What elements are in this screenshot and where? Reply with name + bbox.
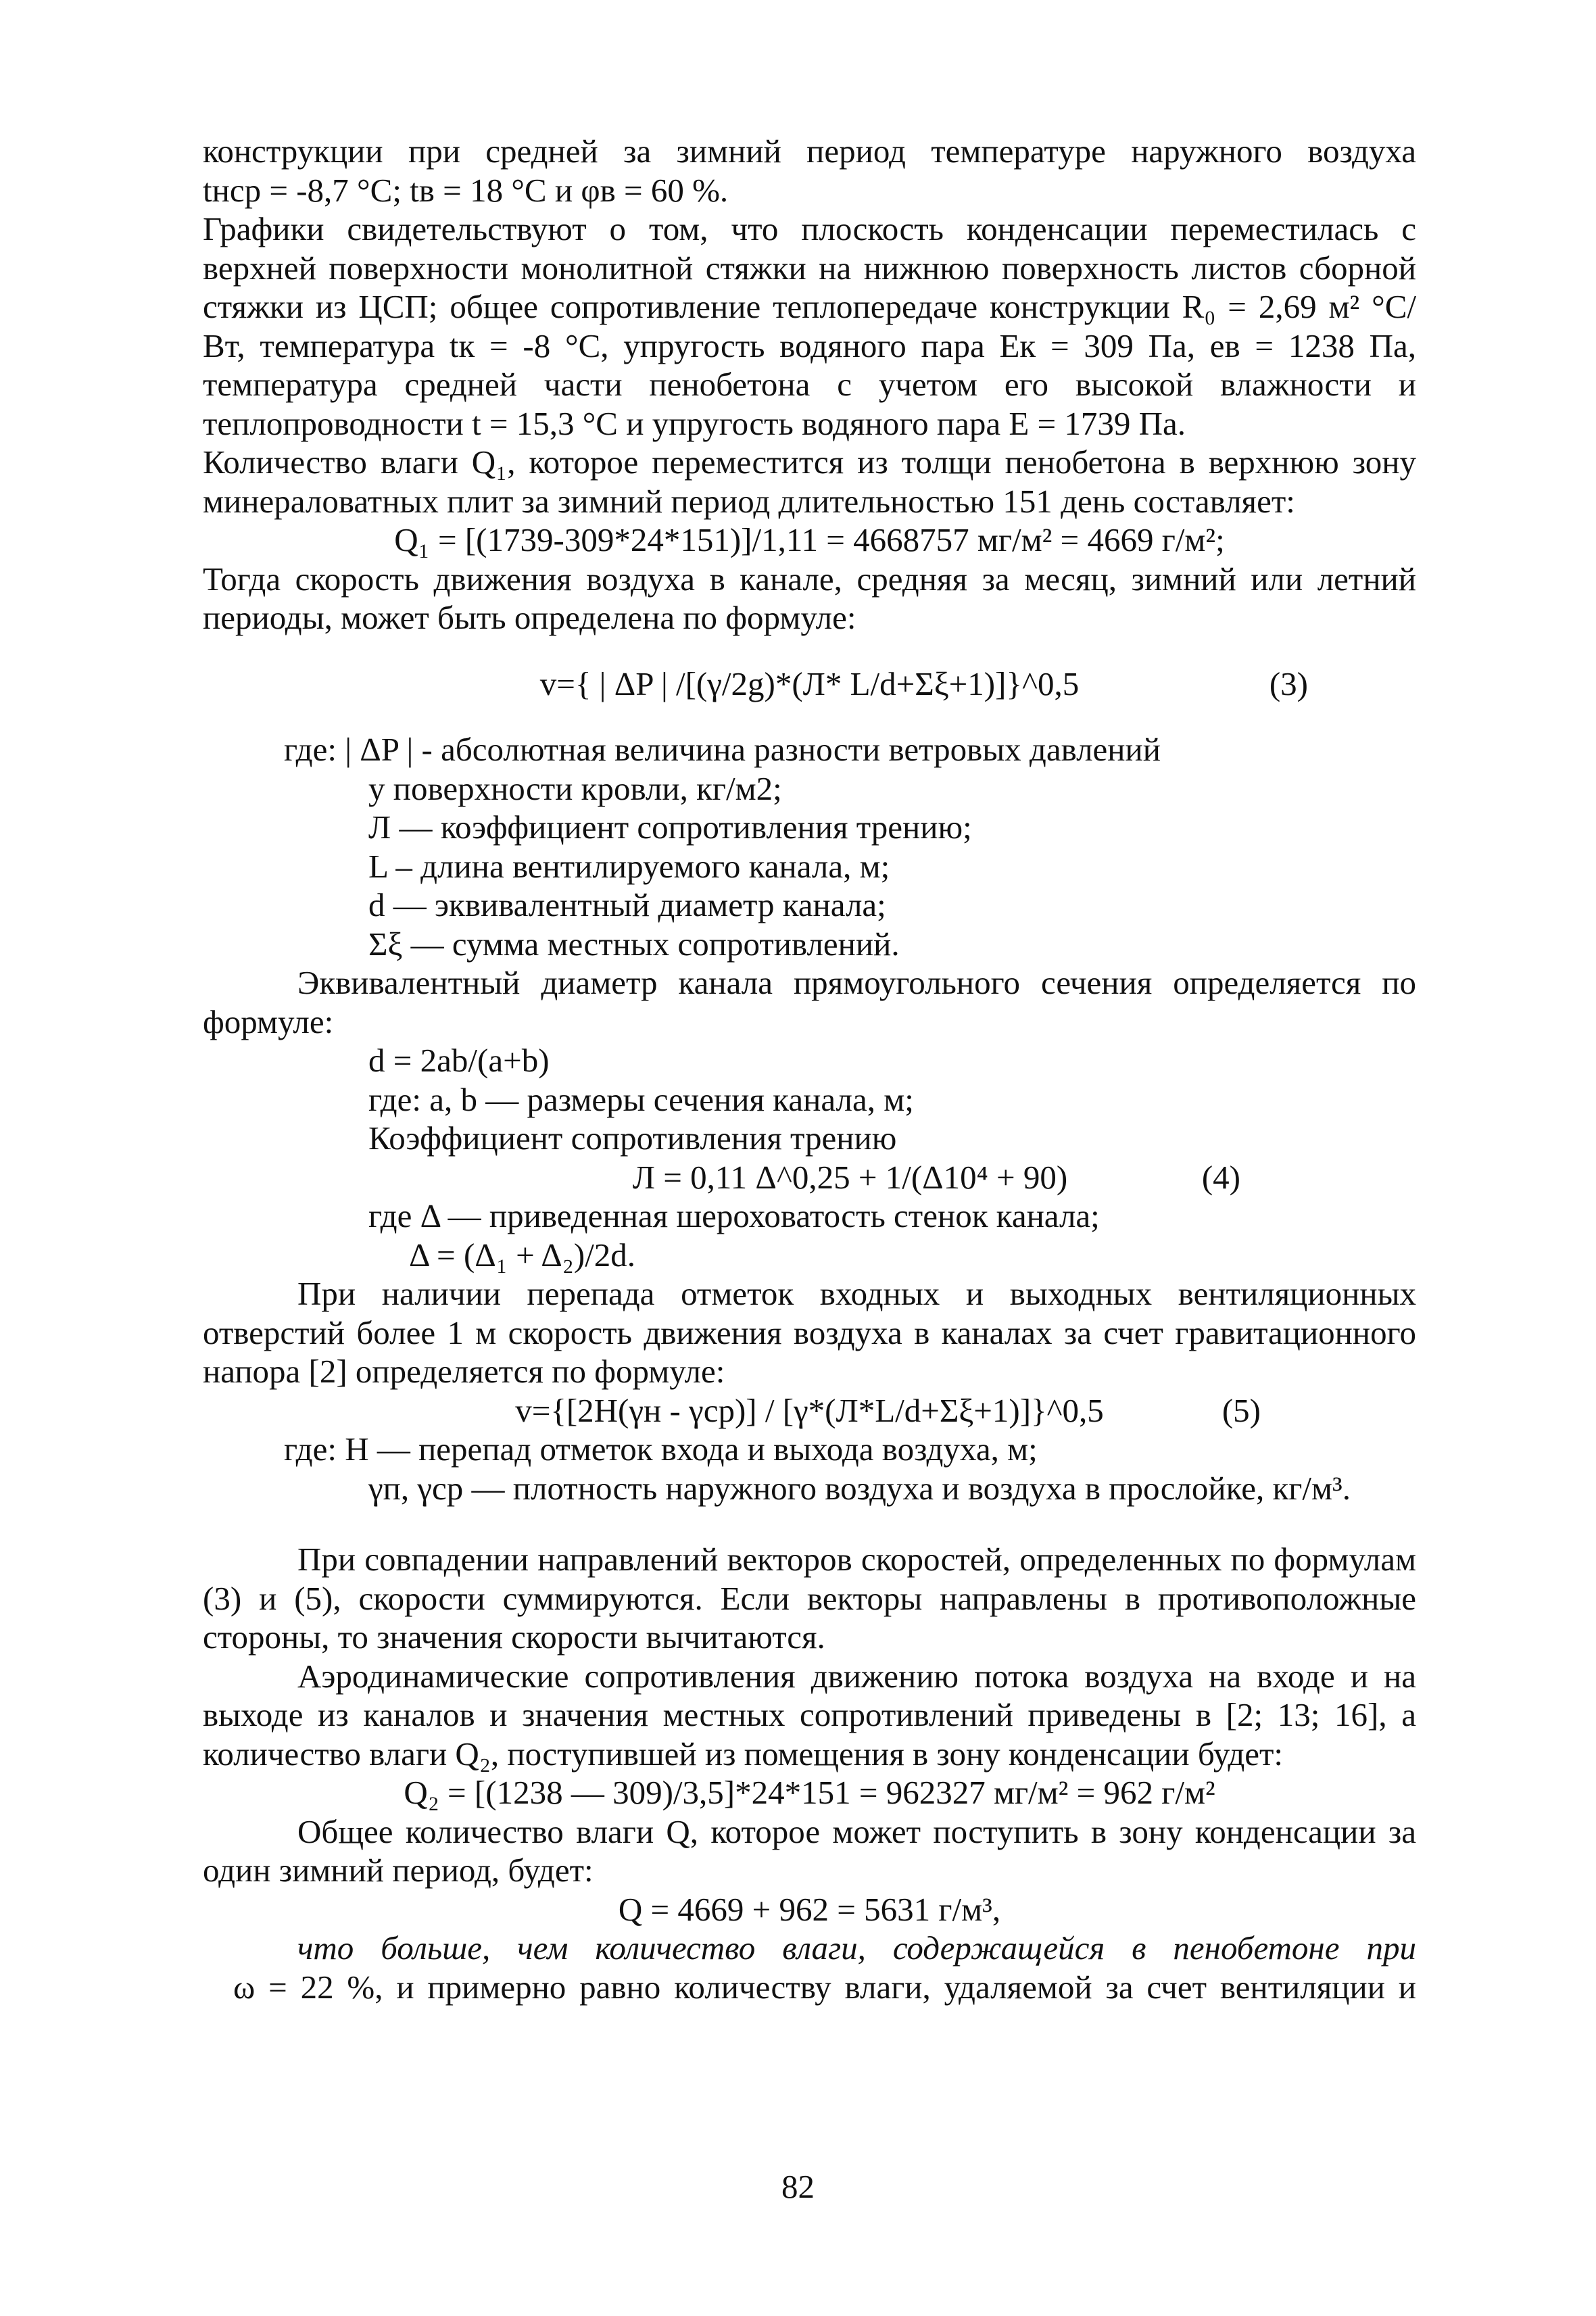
formula-diameter: d = 2ab/(a+b) xyxy=(368,1042,550,1079)
definition-diameter: d — эквивалентный диаметр канала; xyxy=(368,886,886,923)
document-body xyxy=(203,132,1416,2006)
paragraph-moisture-q1: Количество влаги Q₁, которое переместится из толщи пенобетона в верхнюю зону минераловатных плит за зимний период длительностью 151 день составляет: xyxy=(203,443,1416,520)
definition-ab: где: a, b — размеры сечения канала, м; xyxy=(368,1080,914,1118)
equivalent-diameter-block xyxy=(203,1041,1416,1158)
paragraph-equivalent-diameter: Эквивалентный диаметр канала прямоугольного сечения определяется по формуле: xyxy=(203,964,1416,1040)
paragraph-conclusion-italic: что больше, чем количество влаги, содержащейся в пенобетоне при xyxy=(297,1929,1416,1967)
definition-friction: Л — коэффициент сопротивления трению; xyxy=(368,809,972,846)
formula-5-number: (5) xyxy=(1222,1391,1261,1429)
formula-q1: Q₁ = [(1739-309*24*151)]/1,11 = 4668757 мг/м² = 4669 г/м²; xyxy=(394,521,1225,558)
paragraph-graphs: Графики свидетельствуют о том, что плоскость конденсации переместилась с верхней поверхности монолитной стяжки на нижнюю поверхность листов сборной стяжки из ЦСП; общее сопротивление теплопередаче конструкции R₀ = 2,69 м² °С/Вт, температура tк = -8 °С, упругость водяного пара Eк = 309 Па, eв = 1238 Па, температура средней части пенобетона с учетом его высокой влажности и теплопроводности t = 15,3 °С и упругость водяного пара E = 1739 Па. xyxy=(203,210,1416,442)
definition-roughness: где Δ — приведенная шероховатость стенок канала; xyxy=(368,1197,1100,1234)
text-line-2: tнср = -8,7 °С; tв = 18 °С и φв = 60 %. xyxy=(203,171,729,209)
definition-local-resistance: Σξ — сумма местных сопротивлений. xyxy=(368,925,900,963)
friction-coefficient-label: Коэффициент сопротивления трению xyxy=(368,1119,897,1157)
paragraph-air-speed: Тогда скорость движения воздуха в канале, средняя за месяц, зимний или летний периоды, может быть определена по формуле: xyxy=(203,560,1416,636)
definition-height: где: H — перепад отметок входа и выхода воздуха, м; xyxy=(284,1430,1038,1468)
definition-delta-p: где: | ΔP | - абсолютная величина разности ветровых давлений xyxy=(284,731,1161,768)
formula-roughness: Δ = (Δ₁ + Δ₂)/2d. xyxy=(409,1236,636,1274)
formula-4 xyxy=(203,1158,1416,1197)
paragraph-vectors: При совпадении направлений векторов скоростей, определенных по формулам (3) и (5), скорости суммируются. Если векторы направлены в противоположные стороны, то значения скорости вычитаются. xyxy=(203,1541,1416,1656)
formula-q2: Q₂ = [(1238 — 309)/3,5]*24*151 = 962327 мг/м² = 962 г/м² xyxy=(404,1774,1215,1811)
roughness-block xyxy=(203,1197,1416,1274)
definition-density: γп, γср — плотность наружного воздуха и воздуха в прослойке, кг/м³. xyxy=(368,1469,1351,1507)
formula-3 xyxy=(203,665,1416,704)
formula-5 xyxy=(203,1391,1416,1430)
paragraph-conclusion-rest: ω = 22 %, и примерно равно количеству влаги, удаляемой за счет вентиляции и xyxy=(233,1968,1416,2006)
formula-3-expression: v={ | ΔP | /[(γ/2g)*(Л* L/d+Σξ+1)]}^0,5 xyxy=(539,665,1080,702)
page-number: 82 xyxy=(781,2168,815,2205)
formula-4-expression: Л = 0,11 Δ^0,25 + 1/(Δ10⁴ + 90) xyxy=(632,1158,1068,1196)
definition-length: L – длина вентилируемого канала, м; xyxy=(368,847,890,885)
formula-5-definitions xyxy=(203,1430,1416,1507)
formula-4-number: (4) xyxy=(1201,1158,1240,1196)
definition-delta-p-cont: у поверхности кровли, кг/м2; xyxy=(368,769,782,807)
paragraph-gravity: При наличии перепада отметок входных и выходных вентиляционных отверстий более 1 м скорость движения воздуха в каналах за счет гравитационного напора [2] определяется по формуле: xyxy=(203,1275,1416,1390)
text-line-1: конструкции при средней за зимний период температуре наружного воздуха xyxy=(203,132,1416,170)
paragraph-total-moisture: Общее количество влаги Q, которое может поступить в зону конденсации за один зимний период, будет: xyxy=(203,1812,1416,1889)
formula-3-number: (3) xyxy=(1269,665,1308,702)
formula-3-definitions xyxy=(203,730,1416,963)
formula-5-expression: v={[2H(γн - γср)] / [γ*(Л*L/d+Σξ+1)]}^0,5 xyxy=(515,1391,1104,1429)
formula-q-total: Q = 4669 + 962 = 5631 г/м³, xyxy=(618,1890,1001,1928)
paragraph-aerodynamic: Аэродинамические сопротивления движению потока воздуха на входе и на выходе из каналов и значения местных сопротивлений приведены в [2; 13; 16], а количество влаги Q₂, поступившей из помещения в зону конденсации будет: xyxy=(203,1657,1416,1772)
